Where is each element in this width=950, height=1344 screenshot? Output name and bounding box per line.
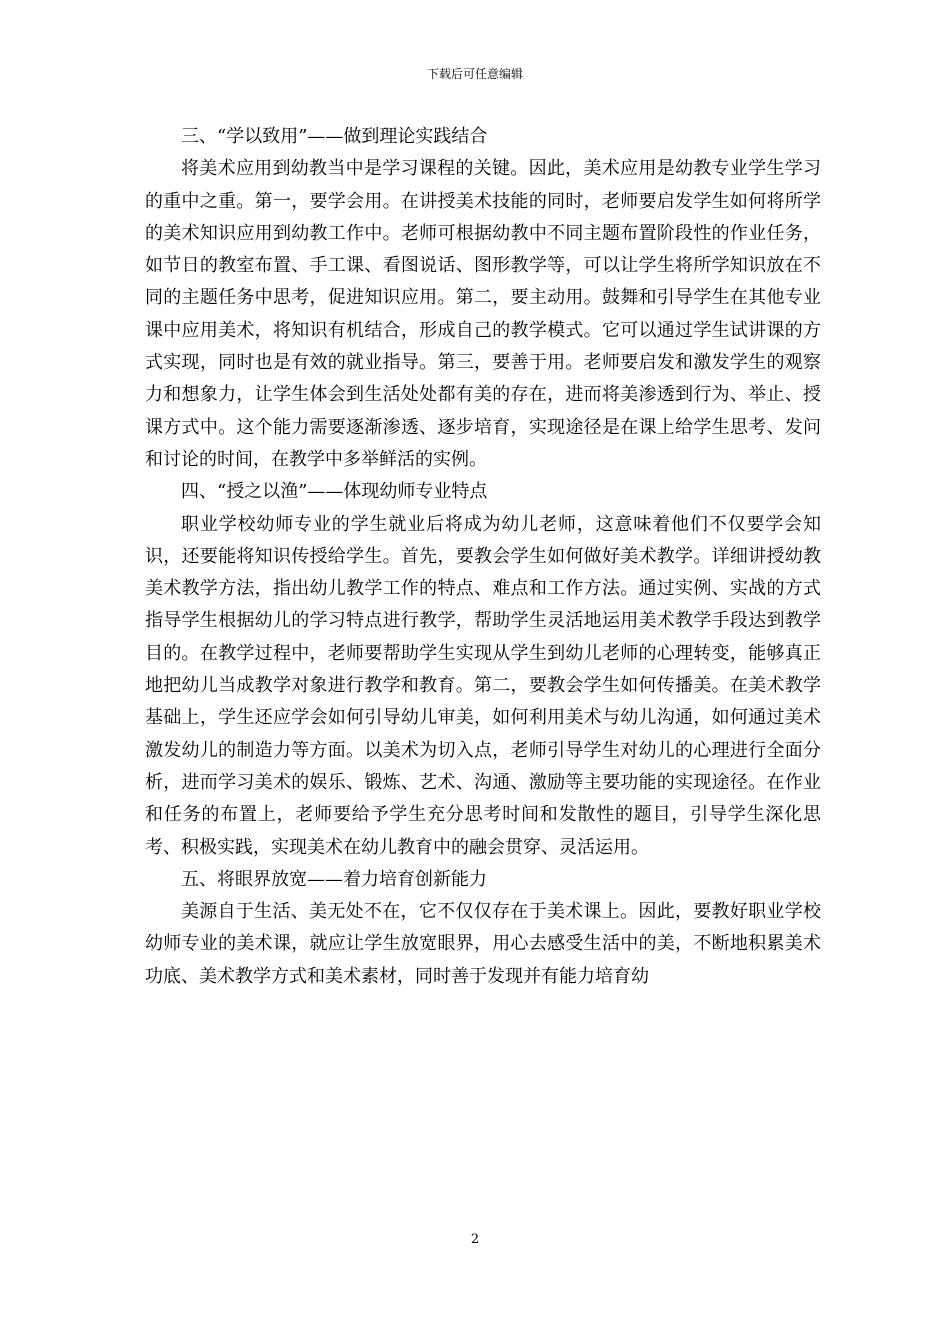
section-paragraph-3: 将美术应用到幼教当中是学习课程的关键。因此，美术应用是幼教专业学生学习的重中之重。第一，要学会用。在讲授美术技能的同时，老师要启发学生如何将所学的美术知识应用到幼教工作中。老师可根据幼教中不同主题布置阶段性的作业任务，如节日的教室布置、手工课、看图说话、图形教学等，可以让学生将所学知识放在不同的主题任务中思考，促进知识应用。第二，要主动用。鼓舞和引导学生在其他专业课中应用美术，将知识有机结合，形成自己的教学模式。它可以通过学生试讲课的方式实现，同时也是有效的就业指导。第三，要善于用。老师要启发和激发学生的观察力和想象力，让学生体会到生活处处都有美的存在，进而将美渗透到行为、举止、授课方式中。这个能力需要逐渐渗透、逐步培育，实现途径是在课上给学生思考、发问和讨论的时间，在教学中多举鲜活的实例。 <box>145 158 821 470</box>
section-paragraph-4: 职业学校幼师专业的学生就业后将成为幼儿老师，这意味着他们不仅要学会知识，还要能将知识传授给学生。首先，要教会学生如何做好美术教学。详细讲授幼教美术教学方法，指出幼儿教学工作的特点、难点和工作方法。通过实例、实战的方式指导学生根据幼儿的学习特点进行教学，帮助学生灵活地运用美术教学手段达到教学目的。在教学过程中，老师要帮助学生实现从学生到幼儿老师的心理转变，能够真正地把幼儿当成教学对象进行教学和教育。第二，要教会学生如何传播美。在美术教学基础上，学生还应学会如何引导幼儿审美，如何利用美术与幼儿沟通，如何通过美术激发幼儿的制造力等方面。以美术为切入点，老师引导学生对幼儿的心理进行全面分析，进而学习美术的娱乐、锻炼、艺术、沟通、激励等主要功能的实现途径。在作业和任务的布置上，老师要给予学生充分思考时间和发散性的题目，引导学生深化思考、积极实践，实现美术在幼儿教育中的融会贯穿、灵活运用。 <box>145 513 821 858</box>
section-heading-4: 四、“授之以渔”——体现幼师专业特点 <box>181 481 488 503</box>
document-body <box>145 121 821 993</box>
page-number: 2 <box>470 1232 480 1247</box>
section-heading-5: 五、将眼界放宽——着力培育创新能力 <box>181 868 487 890</box>
section-heading-3: 三、“学以致用”——做到理论实践结合 <box>181 126 488 147</box>
page-header: 下载后可任意编辑 <box>426 67 523 81</box>
section-paragraph-5: 美源自于生活、美无处不在，它不仅仅存在于美术课上。因此，要教好职业学校幼师专业的美术课，就应让学生放宽眼界，用心去感受生活中的美，不断地积累美术功底、美术教学方式和美术素材，同时善于发现并有能力培育幼 <box>145 901 821 987</box>
